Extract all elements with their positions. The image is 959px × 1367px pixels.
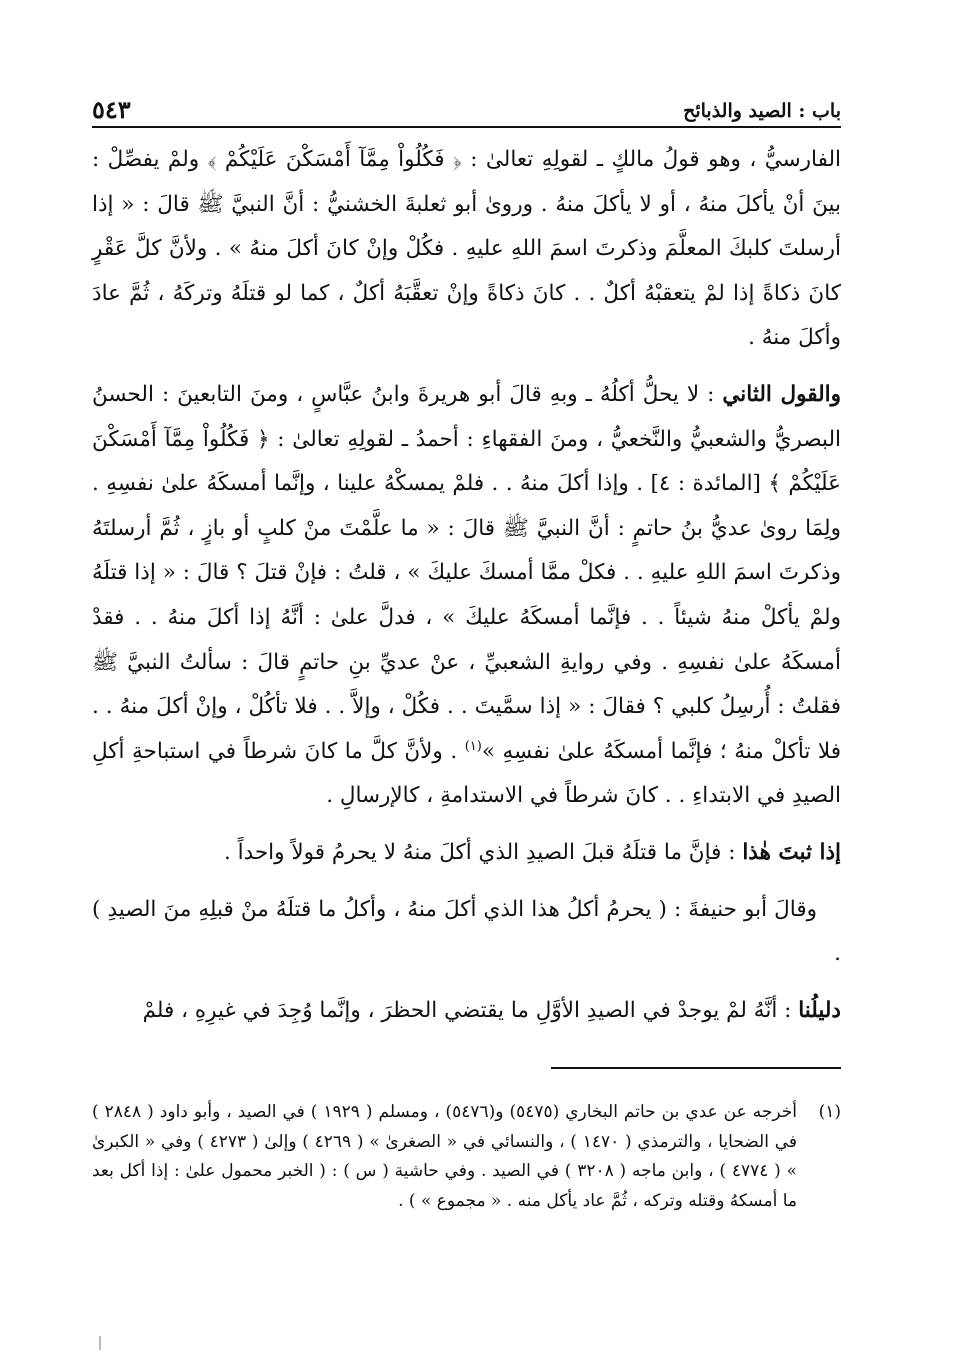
main-text [92,138,841,1045]
paragraph-text: الفارسيُّ ، وهو قولُ مالكٍ ـ لقولِهِ تعالىٰ : ﴿ فَكُلُواْ مِمَّآ أَمْسَكْنَ عَلَيْكُمْ ﴾ ولمْ يفصِّلْ : بينَ أنْ يأكلَ منهُ ، أو لا يأكلَ منهُ . وروىٰ أبو ثعلبةَ الخشنيُّ : أنَّ النبيَّ ﷺ قالَ : « إذا أرسلتَ كلبكَ المعلَّمَ وذكرتَ اسمَ اللهِ عليهِ . فكُلْ وإنْ كانَ أكلَ منهُ » . ولأنَّ كلَّ عَقْرٍ كانَ ذكاةً إذا لمْ يتعقبْهُ أكلٌ . . كانَ ذكاةً وإنْ تعقَّبَهُ أكلٌ ، كما لو قتلَهُ وتركَهُ ، ثُمَّ عادَ وأكلَ منهُ . [92,147,842,351]
page-header [92,92,841,128]
paragraph-lead: إذا ثبتَ هٰذا [742,839,841,865]
footnote-reference[interactable]: (١) [464,738,482,754]
paragraph-5 [92,989,841,1034]
paragraph-text: : لا يحلُّ أكلُهُ ـ وبهِ قالَ أبو هريرةَ وابنُ عبَّاسٍ ، ومنَ التابعينَ : الحسنُ البصريُّ والشعبيُّ والنَّخعيُّ ، ومنَ الفقهاءِ : أحمدُ ـ لقولِهِ تعالىٰ : ﴿ فَكُلُواْ مِمَّآ أَمْسَكْنَ عَلَيْكُمْ ﴾ [المائدة : ٤] . وإذا أكلَ منهُ . . فلمْ يمسكْهُ علينا ، وإنَّما أمسكَهُ علىٰ نفسِهِ . ولِمَا روىٰ عديُّ بنُ حاتمٍ : أنَّ النبيَّ ﷺ قالَ : « ما علَّمْتَ منْ كلبٍ أو بازٍ ، ثُمَّ أرسلتَهُ وذكرتَ اسمَ اللهِ عليهِ . . فكلْ ممَّا أمسكَ عليكَ » ، قلتُ : فإنْ قتلَ ؟ قالَ : « إذا قتلَهُ ولمْ يأكلْ منهُ شيئاً . . فإنَّما أمسكَهُ عليكَ » ، فدلَّ علىٰ : أنَّهُ إذا أكلَ منهُ . . فقدْ أمسكَهُ علىٰ نفسِهِ . وفي روايةِ الشعبيِّ ، عنْ عديِّ بنِ حاتمٍ قالَ : سألتُ النبيَّ ﷺ فقلتُ : أُرسِلُ كلبي ؟ فقالَ : « إذا سمَّيتَ . . فكُلْ ، وإلاَّ . . فلا تأكُلْ ، وإنْ أكلَ منهُ . . فلا تأكلْ منهُ ؛ فإنَّما أمسكَهُ علىٰ نفسِهِ » [92,381,841,764]
page-number: ٥٤٣ [92,95,131,124]
paragraph-lead: دليلُنا [798,997,841,1023]
paragraph-lead: والقول الثاني [722,381,841,407]
paragraph-text: وقالَ أبو حنيفةَ : ( يحرمُ أكلُ هذا الذي أكلَ منهُ ، وأكلُ ما قتلَهُ منْ قبلِهِ منَ الصيدِ ) . [92,896,841,967]
footnote-item [92,1098,841,1216]
paragraph-text: : فإنَّ ما قتلَهُ قبلَ الصيدِ الذي أكلَ منهُ لا يحرمُ قولاً واحداً . [223,839,743,865]
paragraph-3 [92,831,841,876]
paragraph-text: : أنَّهُ لمْ يوجدْ في الصيدِ الأوَّلِ ما يقتضي الحظرَ ، وإنَّما وُجِدَ في غيرِهِ ، فلمْ [142,997,799,1023]
running-title: باب : الصيد والذبائح [683,100,841,122]
footnote-divider [551,1067,841,1069]
footnotes [92,1098,841,1216]
paragraph-2 [92,373,841,819]
footnote-text: أخرجه عن عدي بن حاتم البخاري (٥٤٧٥) و(٥٤٧٦) ، ومسلم ( ١٩٢٩ ) في الصيد ، وأبو داود ( ٢٨٤٨ ) في الضحايا ، والترمذي ( ١٤٧٠ ) ، والنسائي في « الصغرىٰ » ( ٤٢٦٩ ) وإلىٰ ( ٤٢٧٣ ) وفي « الكبرىٰ » ( ٤٧٧٤ ) ، وابن ماجه ( ٣٢٠٨ ) في الصيد . وفي حاشية ( س ) : ( الخبر محمول علىٰ : إذا أكل بعد ما أمسكهُ وقتله وتركه ، ثُمَّ عاد يأكل منه . « مجموع » ) . [92,1102,797,1211]
paragraph-text-continued: . ولأنَّ كلَّ ما كانَ شرطاً في استباحةِ أكلِ الصيدِ في الابتداءِ . . كانَ شرطاً في الاستدامةِ ، كالإرسالِ . [92,738,841,809]
margin-mark [99,1336,101,1350]
paragraph-1 [92,138,841,361]
paragraph-4 [92,888,841,977]
footnote-number: (١) [818,1102,841,1122]
